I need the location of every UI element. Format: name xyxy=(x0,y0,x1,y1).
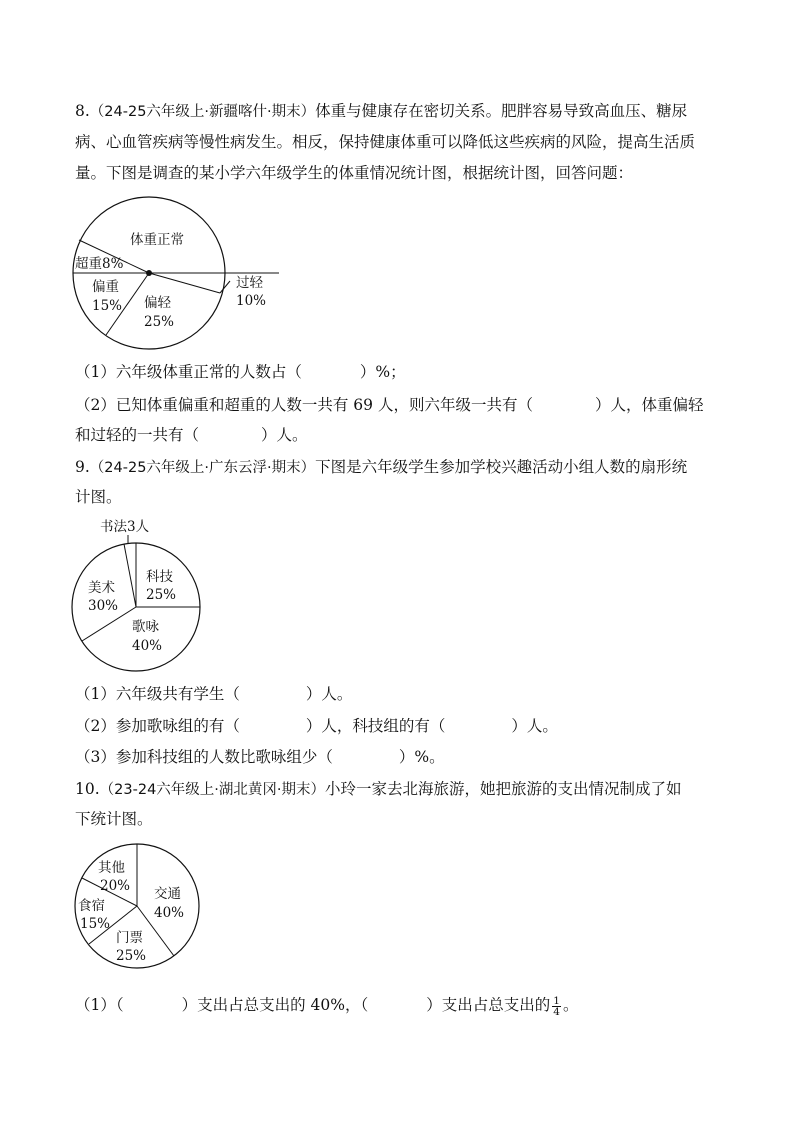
q9-sub-2 xyxy=(75,716,558,736)
q9-pct-art: 30% xyxy=(88,598,119,614)
q10-label-other: 其他 xyxy=(98,860,125,876)
q10-source: （23-24六年级上·湖北黄冈·期末） xyxy=(99,782,326,798)
q8-line-3: 量。下图是调查的某小学六年级学生的体重情况统计图，根据统计图，回答问题： xyxy=(75,164,634,182)
q10-fraction-denominator: 4 xyxy=(553,1005,560,1018)
q8-label-light: 偏轻 xyxy=(144,295,171,311)
q9-sub2-text-b: ）人，科技组的有（ xyxy=(305,717,446,735)
q9-line-2: 计图。 xyxy=(75,488,122,506)
q10-line-1 xyxy=(75,779,682,800)
q8-pct-light: 25% xyxy=(144,314,175,330)
q9-source: （24-25六年级上·广东云浮·期末） xyxy=(89,460,316,476)
q10-text-1: 小玲一家去北海旅游，她把旅游的支出情况制成了如 xyxy=(325,780,682,798)
q10-travel-pie-chart xyxy=(74,840,214,980)
q9-sub2-text-a: （2）参加歌咏组的有（ xyxy=(75,717,240,735)
q10-sub1-text-b: ）支出占总支出的 40%，（ xyxy=(181,996,369,1014)
q9-sub-1 xyxy=(75,684,352,704)
q10-pct-traffic: 40% xyxy=(154,905,185,921)
q9-sub-3 xyxy=(75,747,445,767)
q8-label-over: 超重8% xyxy=(75,256,124,272)
q8-line-1 xyxy=(75,101,687,122)
q9-sub3-text-b: ）%。 xyxy=(398,748,445,766)
q8-line-2: 病、心血管疾病等慢性病发生。相反，保持健康体重可以降低这些疾病的风险，提高生活质 xyxy=(75,133,696,151)
q10-sub1-text-a: （1）（ xyxy=(75,996,124,1014)
q10-pct-food: 15% xyxy=(80,916,111,932)
q8-text-1: 体重与健康存在密切关系。肥胖容易导致高血压、糖尿 xyxy=(315,102,688,120)
q8-number: 8. xyxy=(75,102,90,120)
q8-pct-thin: 10% xyxy=(236,293,267,309)
q10-line-2: 下统计图。 xyxy=(75,810,153,828)
q9-sub2-text-c: ）人。 xyxy=(511,717,558,735)
q10-pct-other: 20% xyxy=(100,878,131,894)
q8-label-thin: 过轻 xyxy=(236,275,263,291)
q8-sub2-text-b: ）人，体重偏轻 xyxy=(594,396,704,414)
q10-fraction-one-quarter xyxy=(552,996,561,1017)
q10-label-traffic: 交通 xyxy=(154,886,181,902)
q9-sub3-text-a: （3）参加科技组的人数比歌咏组少（ xyxy=(75,748,333,766)
q9-sub1-text-b: ）人。 xyxy=(305,685,353,703)
q8-label-heavy: 偏重 xyxy=(92,279,119,295)
q9-text-1: 下图是六年级学生参加学校兴趣活动小组人数的扇形统 xyxy=(315,458,688,476)
q10-sub1-end: 。 xyxy=(562,996,579,1014)
q10-pct-ticket: 25% xyxy=(116,948,147,964)
q8-pct-heavy: 15% xyxy=(92,298,123,314)
q9-label-calligraphy: 书法3人 xyxy=(100,519,150,535)
q10-label-food: 食宿 xyxy=(78,898,105,914)
q9-line-1 xyxy=(75,457,687,478)
q8-sub2-text-d: ）人。 xyxy=(261,426,308,444)
q9-label-tech: 科技 xyxy=(146,569,173,585)
q9-number: 9. xyxy=(75,458,90,476)
q9-activity-pie-chart xyxy=(70,515,210,675)
q9-pct-sing: 40% xyxy=(132,638,163,654)
q8-sub-2-cont xyxy=(75,425,308,445)
q8-sub1-text-a: （1）六年级体重正常的人数占（ xyxy=(75,363,302,381)
q10-label-ticket: 门票 xyxy=(116,930,143,946)
q10-fraction-numerator: 1 xyxy=(553,994,560,1007)
q9-pct-tech: 25% xyxy=(146,587,177,603)
q8-sub2-text-c: 和过轻的一共有（ xyxy=(75,426,200,444)
q9-label-sing: 歌咏 xyxy=(132,619,159,635)
q9-sub1-text-a: （1）六年级共有学生（ xyxy=(75,685,240,703)
q8-weight-pie-chart xyxy=(70,195,290,355)
q10-sub-1 xyxy=(75,992,578,1018)
q10-number: 10. xyxy=(75,780,100,798)
q8-sub-1 xyxy=(75,362,406,382)
q8-label-normal: 体重正常 xyxy=(130,232,184,248)
q8-sub-2 xyxy=(75,395,703,415)
q8-sub2-text-a: （2）已知体重偏重和超重的人数一共有 69 人，则六年级一共有（ xyxy=(75,396,533,414)
q9-label-art: 美术 xyxy=(88,580,115,596)
q8-source: （24-25六年级上·新疆喀什·期末） xyxy=(89,104,316,120)
q8-sub1-text-b: ）%； xyxy=(359,363,406,381)
q10-sub1-text-c: ）支出占总支出的 xyxy=(426,996,551,1014)
